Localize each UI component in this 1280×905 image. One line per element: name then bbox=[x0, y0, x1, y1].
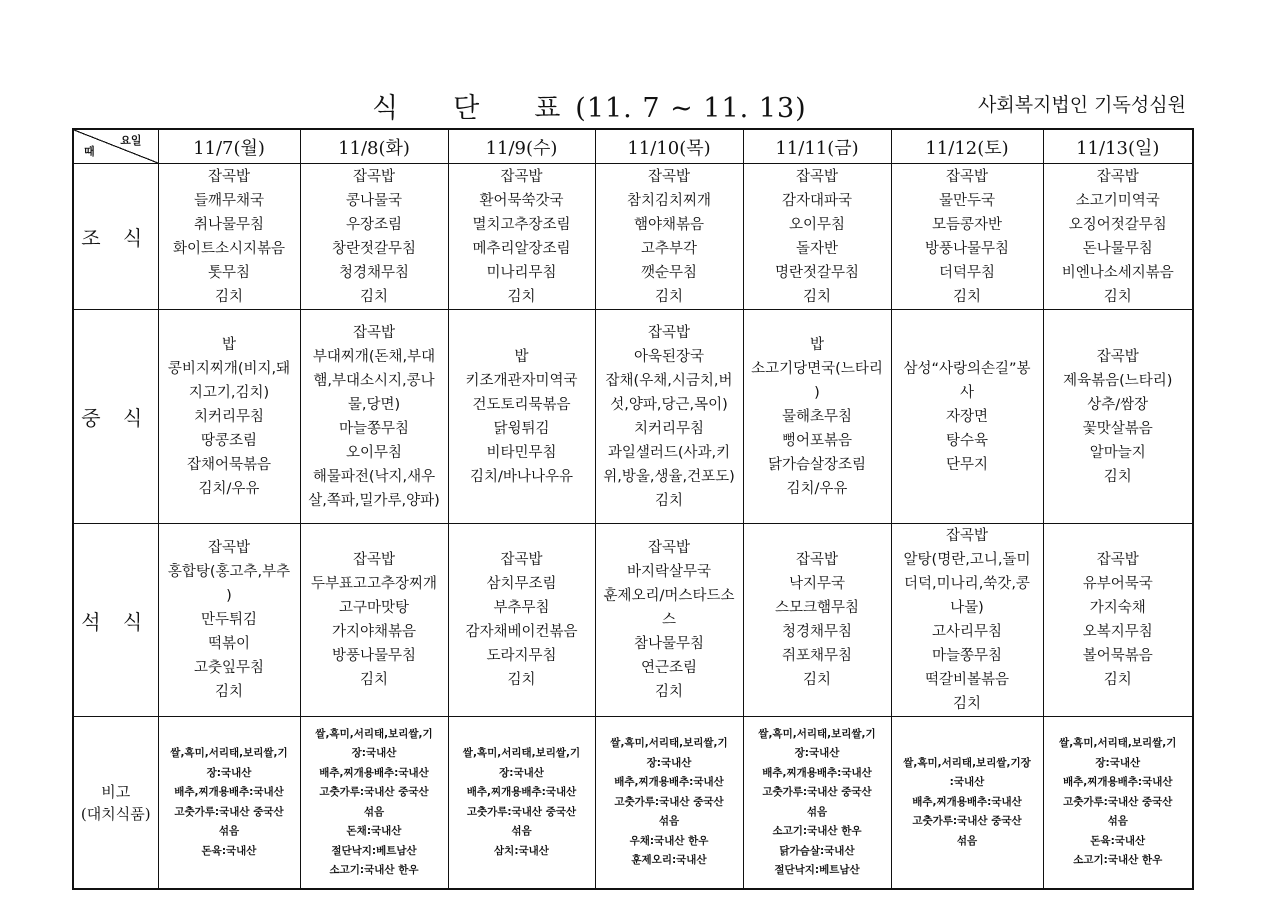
menu-item: 유부어묵국 bbox=[1082, 576, 1153, 592]
notes-line: 배추,찌개용배추:국내산 bbox=[762, 766, 872, 779]
menu-cell bbox=[448, 524, 595, 717]
menu-item: 창란젓갈무침 bbox=[331, 240, 417, 257]
notes-line: 우채:국내산 한우 bbox=[629, 834, 709, 847]
notes-cell bbox=[595, 717, 743, 890]
notes-line: 소고기:국내산 한우 bbox=[329, 864, 419, 876]
menu-item: 낙지무국 bbox=[788, 576, 846, 592]
menu-item: ) bbox=[814, 384, 820, 401]
menu-item: 오이무침 bbox=[788, 216, 846, 233]
breakfast-row bbox=[73, 164, 1193, 310]
menu-item: 햄야채볶음 bbox=[633, 216, 705, 233]
notes-line: 고춧가루:국내산 중국산 bbox=[466, 805, 577, 818]
menu-item: 잡곡밥 bbox=[500, 552, 543, 568]
menu-item: 사 bbox=[959, 384, 974, 401]
menu-item: 더덕무침 bbox=[938, 264, 996, 281]
notes-line: 장:국내산 bbox=[499, 766, 544, 779]
notes-cell bbox=[448, 717, 595, 890]
menu-item: 닭윙튀김 bbox=[493, 420, 550, 437]
notes-line: 배추,찌개용배추:국내산 bbox=[174, 786, 284, 798]
notes-label-line: (대치식품) bbox=[80, 804, 151, 823]
organization-name: 사회복지법인 기독성심원 bbox=[978, 94, 1186, 116]
menu-item: 밥 bbox=[809, 336, 824, 353]
menu-item: 잡곡밥 bbox=[647, 540, 691, 556]
menu-item: 연근조림 bbox=[640, 660, 698, 676]
header-row bbox=[73, 129, 1193, 164]
menu-cell bbox=[300, 524, 448, 717]
menu-item: 비엔나소세지볶음 bbox=[1061, 264, 1174, 281]
menu-item: 환어묵쑥갓국 bbox=[479, 192, 564, 209]
notes-line: 섞음 bbox=[1107, 815, 1128, 828]
day-header: 11/12(토) bbox=[891, 129, 1043, 164]
menu-item: 우장조림 bbox=[345, 216, 403, 233]
menu-cell bbox=[158, 524, 300, 717]
menu-item: 청경채무침 bbox=[338, 264, 410, 281]
menu-item: 고추부각 bbox=[640, 240, 698, 257]
menu-cell bbox=[595, 164, 743, 310]
menu-item: 잡곡밥 bbox=[207, 540, 251, 556]
notes-cell bbox=[300, 717, 448, 890]
menu-item: 방풍나물무침 bbox=[331, 648, 417, 664]
menu-item: 화이트소시지볶음 bbox=[172, 240, 286, 257]
menu-item: 위,방울,생율,건포도) bbox=[603, 468, 735, 485]
notes-line: 절단낙지:베트남산 bbox=[774, 864, 860, 876]
notes-line: 쌀,흑미,서리태,보리쌀,기 bbox=[1059, 737, 1177, 750]
menu-item: 물해초무침 bbox=[781, 408, 853, 425]
notes-line: 삼치:국내산 bbox=[494, 844, 549, 857]
menu-item: 오복지무침 bbox=[1082, 624, 1153, 640]
menu-cell bbox=[158, 164, 300, 310]
menu-cell bbox=[1043, 164, 1193, 310]
menu-cell bbox=[448, 310, 595, 524]
menu-item: 김치 bbox=[1103, 672, 1132, 688]
day-header: 11/7(월) bbox=[158, 129, 300, 164]
menu-cell bbox=[891, 310, 1043, 524]
page-title bbox=[372, 86, 807, 125]
menu-item: 돈나물무침 bbox=[1082, 240, 1153, 257]
menu-item: 스모크햄무침 bbox=[774, 600, 860, 616]
menu-item: 치커리무침 bbox=[193, 408, 265, 425]
notes-line: 고춧가루:국내산 중국산 bbox=[319, 786, 429, 798]
menu-item: 만두튀김 bbox=[200, 612, 258, 628]
notes-line: 장:국내산 bbox=[351, 747, 397, 759]
menu-item: 물,당면) bbox=[347, 396, 401, 413]
menu-item: 잡곡밥 bbox=[352, 324, 396, 341]
menu-item: 김치 bbox=[507, 288, 536, 305]
menu-item: 키조개관자미역국 bbox=[465, 372, 578, 389]
menu-item: 잡곡밥 bbox=[1096, 552, 1139, 568]
title-char-2: 단 bbox=[453, 93, 481, 124]
notes-line: 배추,찌개용배추:국내산 bbox=[466, 786, 577, 798]
menu-item: 잡곡밥 bbox=[647, 168, 691, 185]
menu-item: 밥 bbox=[221, 336, 236, 353]
notes-line: 장:국내산 bbox=[206, 766, 252, 779]
menu-item: 가지야채볶음 bbox=[331, 624, 417, 640]
menu-item: 명란젓갈무침 bbox=[774, 264, 860, 281]
menu-item: 김치/우유 bbox=[786, 480, 848, 497]
menu-item: 부대찌개(돈채,부대 bbox=[312, 348, 436, 365]
notes-line: 고춧가루:국내산 중국산 bbox=[174, 805, 284, 818]
menu-item: 김치 bbox=[507, 672, 536, 688]
menu-item: 삼치무조림 bbox=[486, 576, 557, 592]
notes-line: 장:국내산 bbox=[646, 756, 692, 769]
menu-item: 멸치고추장조림 bbox=[472, 216, 571, 233]
notes-line: 돈채:국내산 bbox=[346, 825, 402, 837]
menu-item: 메추리알장조림 bbox=[472, 240, 571, 257]
menu-item: 김치 bbox=[654, 288, 683, 305]
notes-line: 쌀,흑미,서리태,보리쌀,기 bbox=[170, 747, 288, 759]
menu-cell bbox=[1043, 310, 1193, 524]
notes-line: 배추,찌개용배추:국내산 bbox=[1062, 776, 1173, 789]
notes-cell bbox=[158, 717, 300, 890]
menu-item: 고춧잎무침 bbox=[193, 660, 265, 676]
menu-item: 깻순무침 bbox=[640, 264, 698, 281]
menu-item: 땅콩조림 bbox=[200, 432, 258, 449]
notes-line: 고춧가루:국내산 중국산 bbox=[762, 786, 872, 798]
menu-item: 물만두국 bbox=[938, 192, 996, 209]
menu-item: 볼어묵볶음 bbox=[1082, 648, 1153, 664]
menu-item: 김치 bbox=[952, 696, 981, 712]
day-header: 11/11(금) bbox=[743, 129, 891, 164]
menu-cell bbox=[595, 310, 743, 524]
notes-line: 소고기:국내산 한우 bbox=[1073, 854, 1163, 867]
menu-item: 방풍나물무침 bbox=[924, 240, 1010, 257]
menu-item: 잡곡밥 bbox=[945, 168, 989, 185]
notes-line: 배추,찌개용배추:국내산 bbox=[912, 795, 1022, 808]
day-header: 11/9(수) bbox=[448, 129, 595, 164]
menu-item: 홍합탕(홍고추,부추 bbox=[167, 564, 291, 580]
menu-item: 김치 bbox=[952, 288, 981, 305]
dinner-row bbox=[73, 524, 1193, 717]
notes-line: 배추,찌개용배추:국내산 bbox=[614, 776, 724, 789]
menu-cell bbox=[158, 310, 300, 524]
notes-line: 쌀,흑미,서리태,보리쌀,기장 bbox=[903, 756, 1031, 769]
notes-line: 고춧가루:국내산 중국산 bbox=[1063, 795, 1173, 808]
meal-label-lunch: 중 식 bbox=[73, 310, 158, 524]
notes-line: 섞음 bbox=[806, 805, 828, 818]
notes-line: 쌀,흑미,서리태,보리쌀,기 bbox=[758, 727, 876, 740]
notes-line: 절단낙지:베트남산 bbox=[331, 844, 417, 857]
day-header: 11/10(목) bbox=[595, 129, 743, 164]
menu-item: 잡곡밥 bbox=[352, 552, 396, 568]
menu-item: 훈제오리/머스타드소 bbox=[603, 588, 735, 604]
notes-line: 고춧가루:국내산 중국산 bbox=[614, 795, 724, 808]
menu-item: 잡채어묵볶음 bbox=[186, 456, 272, 473]
menu-cell bbox=[595, 524, 743, 717]
menu-item: 상추/쌈장 bbox=[1087, 396, 1149, 413]
notes-line: 쌀,흑미,서리태,보리쌀,기 bbox=[315, 727, 433, 740]
menu-item: 과일샐러드(사과,키 bbox=[607, 444, 731, 461]
menu-cell bbox=[300, 164, 448, 310]
menu-item: 스 bbox=[661, 612, 676, 628]
menu-item: 뻥어포볶음 bbox=[781, 432, 853, 449]
menu-item: 지고기,김치) bbox=[188, 384, 270, 401]
corner-meal-label: 때 bbox=[84, 145, 95, 158]
corner-cell bbox=[73, 129, 158, 164]
menu-item: 잡곡밥 bbox=[1096, 348, 1139, 365]
meal-label-dinner: 석 식 bbox=[73, 524, 158, 717]
menu-item: 톳무침 bbox=[207, 264, 251, 281]
menu-item: 잡곡밥 bbox=[1096, 168, 1139, 185]
menu-item: 잡곡밥 bbox=[647, 324, 691, 341]
menu-item: 소고기당면국(느타리 bbox=[751, 360, 883, 377]
menu-item: 두부표고고추장찌개 bbox=[310, 576, 438, 592]
menu-item: 취나물무침 bbox=[193, 216, 265, 233]
menu-item: 참나물무침 bbox=[633, 636, 705, 652]
notes-line: 고춧가루:국내산 중국산 bbox=[912, 815, 1022, 828]
menu-item: 콩나물국 bbox=[345, 192, 403, 209]
menu-item: 김치/바나나우유 bbox=[470, 468, 573, 485]
menu-item: 김치 bbox=[802, 288, 831, 305]
menu-item: 살,쪽파,밀가루,양파) bbox=[308, 492, 440, 509]
menu-item: 콩비지찌개(비지,돼 bbox=[167, 360, 291, 377]
menu-item: 돌자반 bbox=[795, 240, 839, 257]
notes-line: 쌀,흑미,서리태,보리쌀,기 bbox=[610, 737, 728, 750]
menu-item: 섯,양파,당근,목이) bbox=[610, 396, 728, 413]
menu-item: 잡곡밥 bbox=[795, 168, 839, 185]
menu-item: 비타민무침 bbox=[486, 444, 557, 461]
title-char-1: 식 bbox=[372, 93, 400, 124]
menu-item: 제육볶음(느타리) bbox=[1063, 372, 1173, 389]
menu-item: 잡채(우채,시금치,버 bbox=[605, 372, 733, 389]
menu-item: 김치/우유 bbox=[198, 480, 260, 497]
menu-cell bbox=[448, 164, 595, 310]
menu-item: 건도토리묵볶음 bbox=[472, 396, 571, 413]
menu-item: ) bbox=[226, 588, 232, 604]
menu-item: 해물파전(낙지,새우 bbox=[312, 468, 436, 485]
menu-item: 떡갈비볼볶음 bbox=[924, 672, 1010, 688]
menu-cell bbox=[1043, 524, 1193, 717]
menu-item: 탕수육 bbox=[945, 432, 989, 449]
notes-cell bbox=[1043, 717, 1193, 890]
menu-item: 김치 bbox=[1103, 288, 1132, 305]
menu-item: 잡곡밥 bbox=[352, 168, 396, 185]
menu-item: 들깨무채국 bbox=[193, 192, 265, 209]
menu-item: 자장면 bbox=[945, 408, 989, 425]
notes-cell bbox=[891, 717, 1043, 890]
notes-line: 배추,찌개용배추:국내산 bbox=[319, 766, 429, 779]
menu-item: 김치 bbox=[214, 684, 243, 700]
menu-item: 오징어젓갈무침 bbox=[1068, 216, 1167, 233]
menu-item: 삼성“사랑의손길”봉 bbox=[903, 360, 1031, 377]
notes-row bbox=[73, 717, 1193, 890]
menu-item: 단무지 bbox=[945, 456, 989, 473]
date-range: (11. 7 ~ 11. 13) bbox=[575, 93, 807, 124]
menu-cell bbox=[743, 164, 891, 310]
menu-item: 나물) bbox=[950, 600, 984, 616]
menu-item: 잡곡밥 bbox=[207, 168, 251, 185]
corner-day-label: 요일 bbox=[120, 134, 142, 147]
menu-item: 밥 bbox=[514, 348, 529, 365]
menu-item: 닭가슴살장조림 bbox=[767, 456, 867, 473]
notes-line: 장:국내산 bbox=[794, 747, 840, 759]
menu-item: 청경채무침 bbox=[781, 624, 853, 640]
menu-item: 참치김치찌개 bbox=[626, 192, 712, 209]
menu-item: 김치 bbox=[654, 492, 683, 509]
menu-cell bbox=[743, 310, 891, 524]
menu-item: 알탕(명란,고니,돌미 bbox=[903, 552, 1031, 568]
menu-cell bbox=[891, 524, 1043, 717]
menu-item: 떡볶이 bbox=[207, 636, 251, 652]
notes-line: 섞음 bbox=[658, 815, 680, 828]
menu-item: 미나리무침 bbox=[486, 264, 557, 281]
menu-item: 꽃맛살볶음 bbox=[1082, 420, 1153, 437]
menu-item: 바지락살무국 bbox=[626, 564, 712, 580]
notes-line: 섞음 bbox=[956, 834, 978, 847]
notes-line: 돈육:국내산 bbox=[1090, 834, 1146, 847]
menu-item: 마늘쫑무침 bbox=[338, 420, 410, 437]
menu-item: 도라지무침 bbox=[486, 648, 557, 664]
menu-item: 김치 bbox=[214, 288, 243, 305]
menu-item: 잡곡밥 bbox=[795, 552, 839, 568]
menu-item: 고사리무침 bbox=[931, 624, 1003, 640]
notes-line: 섞음 bbox=[363, 805, 385, 818]
notes-line: 장:국내산 bbox=[1095, 756, 1141, 769]
notes-cell bbox=[743, 717, 891, 890]
notes-label-line: 비고 bbox=[101, 782, 131, 801]
menu-item: 햄,부대소시지,콩나 bbox=[313, 372, 435, 389]
menu-item: 가지숙채 bbox=[1089, 600, 1146, 616]
notes-line: :국내산 bbox=[949, 776, 985, 789]
menu-item: 김치 bbox=[1103, 468, 1132, 485]
meal-label-notes bbox=[73, 717, 158, 890]
title-char-3: 표 bbox=[534, 93, 562, 124]
menu-item: 고구마맛탕 bbox=[338, 600, 410, 616]
menu-item: 쥐포채무침 bbox=[781, 648, 853, 664]
meal-label-breakfast: 조 식 bbox=[73, 164, 158, 310]
menu-item: 김치 bbox=[359, 672, 388, 688]
notes-line: 닭가슴살:국내산 bbox=[779, 844, 855, 857]
menu-item: 오이무침 bbox=[345, 444, 403, 461]
menu-item: 김치 bbox=[654, 684, 683, 700]
menu-item: 감자채베이컨볶음 bbox=[465, 624, 578, 640]
menu-item: 치커리무침 bbox=[633, 420, 705, 437]
menu-item: 아욱된장국 bbox=[633, 348, 705, 365]
menu-item: 모듬콩자반 bbox=[931, 216, 1003, 233]
menu-item: 잡곡밥 bbox=[945, 528, 989, 544]
menu-item: 부추무침 bbox=[493, 600, 550, 616]
day-header: 11/13(일) bbox=[1043, 129, 1193, 164]
menu-cell bbox=[743, 524, 891, 717]
menu-item: 알마늘지 bbox=[1089, 444, 1146, 461]
notes-line: 훈제오리:국내산 bbox=[631, 854, 707, 867]
menu-item: 잡곡밥 bbox=[500, 168, 543, 185]
menu-item: 김치 bbox=[359, 288, 388, 305]
menu-item: 김치 bbox=[802, 672, 831, 688]
notes-line: 돈육:국내산 bbox=[201, 844, 257, 857]
day-header: 11/8(화) bbox=[300, 129, 448, 164]
notes-line: 소고기:국내산 한우 bbox=[772, 825, 862, 837]
menu-item: 더덕,미나리,쑥갓,콩 bbox=[904, 576, 1030, 592]
menu-cell bbox=[891, 164, 1043, 310]
menu-table bbox=[72, 128, 1194, 890]
menu-item: 마늘쫑무침 bbox=[931, 648, 1003, 664]
lunch-row bbox=[73, 310, 1193, 524]
notes-line: 섞음 bbox=[218, 825, 240, 837]
notes-line: 쌀,흑미,서리태,보리쌀,기 bbox=[462, 747, 581, 759]
notes-line: 섞음 bbox=[511, 825, 532, 837]
menu-item: 감자대파국 bbox=[781, 192, 853, 209]
menu-cell bbox=[300, 310, 448, 524]
menu-item: 소고기미역국 bbox=[1075, 192, 1160, 209]
